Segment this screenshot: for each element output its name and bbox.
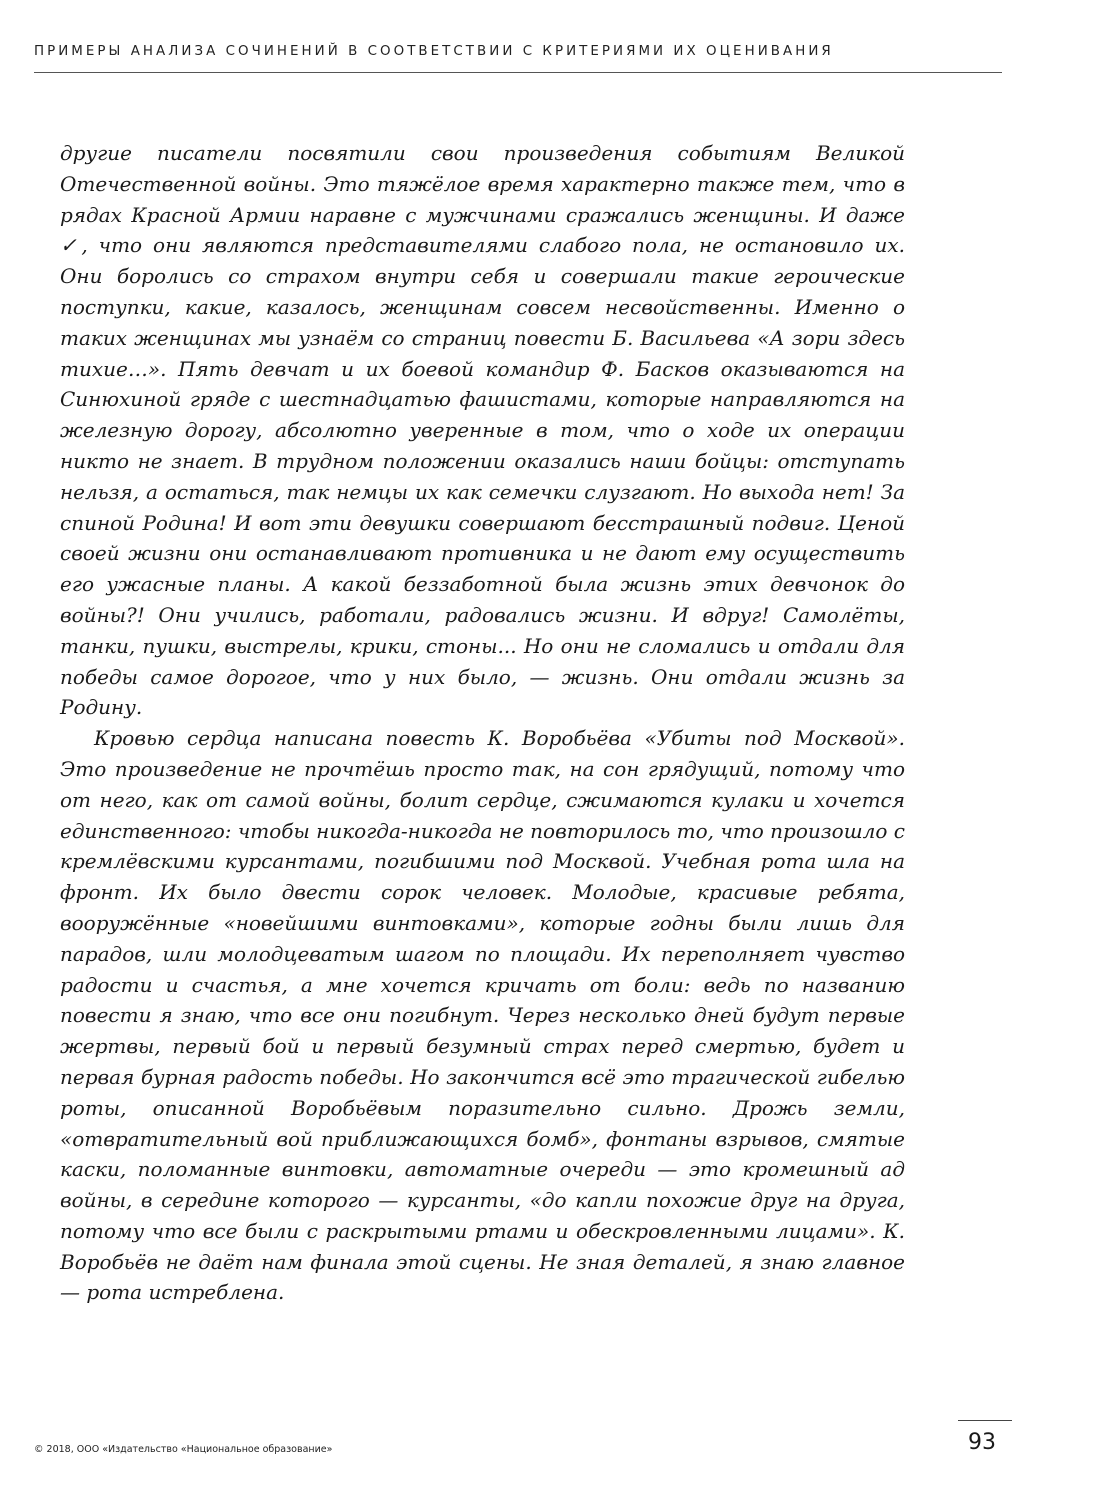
paragraph-1: другие писатели посвятили свои произведения событиям Великой Отечественной войны. Это тяжёлое время характерно также тем, что в рядах Красной Армии наравне с мужчинами сражались женщины. И даже ✓, что они являются представителями слабого пола, не остановило их. Они боролись со страхом внутри себя и совершали такие героические поступки, какие, казалось, женщинам совсем несвойственны. Именно о таких женщинах мы узнаём со страниц повести Б. Васильева «А зори здесь тихие…». Пять девчат и их боевой командир Ф. Басков оказываются на Синюхиной гряде с шестнадцатью фашистами, которые направляются на железную дорогу, абсолютно уверенные в том, что о ходе их операции никто не знает. В трудном положении оказались наши бойцы: отступать нельзя, а остаться, так немцы их как семечки слузгают. Но выхода нет! За спиной Родина! И вот эти девушки совершают бесстрашный подвиг. Ценой своей жизни они останавливают противника и не дают ему осуществить его ужасные планы. А какой беззаботной была жизнь этих девчонок до войны?! Они учились, работали, радовались жизни. И вдруг! Самолёты, танки, пушки, выстрелы, крики, стоны... Но они не сломались и отдали для победы самое дорогое, что у них было, — жизнь. Они отдали жизнь за Родину. (60, 141, 905, 720)
footer-divider (958, 1420, 1012, 1421)
copyright-notice: © 2018, ООО «Издательство «Национальное образование» (34, 1444, 333, 1455)
essay-text (60, 138, 905, 1308)
paragraph-2: Кровью сердца написана повесть К. Воробьёва «Убиты под Москвой». Это произведение не прочтёшь просто так, на сон грядущий, потому что от него, как от самой войны, болит сердце, сжимаются кулаки и хочется единственного: чтобы никогда-никогда не повторилось то, что произошло с кремлёвскими курсантами, погибшими под Москвой. Учебная рота шла на фронт. Их было двести сорок человек. Молодые, красивые ребята, вооружённые «новейшими винтовками», которые годны были лишь для парадов, шли молодцеватым шагом по площади. Их переполняет чувство радости и счастья, а мне хочется кричать от боли: ведь по названию повести я знаю, что все они погибнут. Через несколько дней будут первые жертвы, первый бой и первый безумный страх перед смертью, будет и первая бурная радость победы. Но закончится всё это трагической гибелью роты, описанной Воробьёвым поразительно сильно. Дрожь земли, «отвратительный вой приближающихся бомб», фонтаны взрывов, смятые каски, поломанные винтовки, автоматные очереди — это кромешный ад войны, в середине которого — курсанты, «до капли похожие друг на друга, потому что все были с раскрытыми ртами и обескровленными лицами». К. Воробьёв не даёт нам финала этой сцены. Не зная деталей, я знаю главное — рота истреблена. (60, 726, 905, 1305)
header-divider (34, 72, 1002, 73)
running-header: ПРИМЕРЫ АНАЛИЗА СОЧИНЕНИЙ В СООТВЕТСТВИИ С КРИТЕРИЯМИ ИХ ОЦЕНИВАНИЯ (34, 44, 834, 59)
page-number: 93 (968, 1430, 996, 1455)
